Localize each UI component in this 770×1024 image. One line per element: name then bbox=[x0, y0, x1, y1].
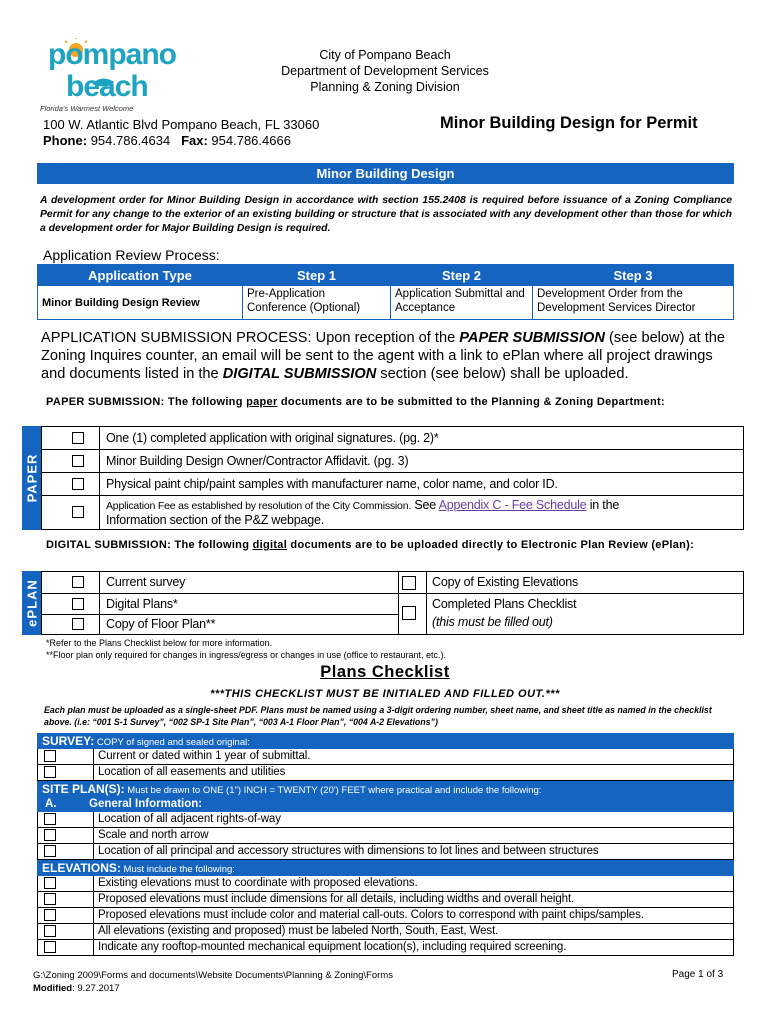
paper-item: Minor Building Design Owner/Contractor Affidavit. (pg. 3) bbox=[42, 450, 743, 473]
elevations-header: ELEVATIONS: Must include the following: bbox=[37, 860, 734, 876]
cell-step-3: Development Order from the Development Services Director bbox=[533, 286, 734, 320]
checklist-row: Location of all easements and utilities bbox=[37, 765, 734, 781]
checkbox[interactable] bbox=[44, 909, 56, 921]
checkbox[interactable] bbox=[402, 576, 416, 590]
logo-word-beach: beach bbox=[66, 70, 148, 103]
checkbox[interactable] bbox=[72, 432, 84, 444]
section-bar: Minor Building Design bbox=[37, 163, 734, 184]
checklist-row: Location of all principal and accessory structures with dimensions to lot lines and between structures bbox=[37, 844, 734, 860]
checkbox[interactable] bbox=[44, 877, 56, 889]
contact-block bbox=[43, 117, 319, 149]
form-title: Minor Building Design for Permit bbox=[440, 114, 698, 132]
modified-date: : 9.27.2017 bbox=[72, 983, 120, 994]
checkbox[interactable] bbox=[44, 893, 56, 905]
checkbox[interactable] bbox=[72, 506, 84, 518]
site-plan-group: A. General Information: bbox=[37, 797, 734, 812]
address: 100 W. Atlantic Blvd Pompano Beach, FL 33060 bbox=[43, 117, 320, 132]
checkbox[interactable] bbox=[44, 813, 56, 825]
phone-number: 954.786.4634 bbox=[90, 133, 171, 148]
paper-keyword: PAPER SUBMISSION bbox=[459, 330, 605, 346]
checklist-row: Existing elevations must to coordinate with proposed elevations. bbox=[37, 876, 734, 892]
checklist-row: Current or dated within 1 year of submittal. bbox=[37, 749, 734, 765]
checklist-row: Indicate any rooftop-mounted mechanical equipment location(s), including required screening. bbox=[37, 940, 734, 956]
checkbox[interactable] bbox=[72, 576, 84, 588]
checkbox[interactable] bbox=[44, 750, 56, 762]
fax-number: 954.786.4666 bbox=[211, 133, 291, 148]
division-name: Planning & Zoning Division bbox=[310, 80, 460, 94]
page-number: Page 1 of 3 bbox=[672, 969, 724, 980]
eplan-item: Copy of Floor Plan** bbox=[42, 615, 398, 635]
checklist-row: Scale and north arrow bbox=[37, 828, 734, 844]
submission-lead: APPLICATION SUBMISSION PROCESS: bbox=[41, 330, 312, 346]
checklist-row: Location of all adjacent rights-of-way bbox=[37, 812, 734, 828]
intro-paragraph: A development order for Minor Building Design in accordance with section 155.2408 is required before issuance of a Zoning Compliance Permit for any change to the exterior of an existing building or structure that is associated with any development other than those for which a development order for Major Building Design is required. bbox=[40, 195, 732, 234]
eplan-item: Current survey bbox=[42, 572, 398, 594]
phone-label: Phone: bbox=[43, 133, 88, 148]
footer-file-path: G:\Zoning 2009\Forms and documents\Website Documents\Planning & Zoning\Forms Modified: 9.27.2017 bbox=[33, 970, 393, 994]
checklist-row: All elevations (existing and proposed) must be labeled North, South, East, West. bbox=[37, 924, 734, 940]
checkbox[interactable] bbox=[44, 766, 56, 778]
eplan-item: Completed Plans Checklist (this must be filled out) bbox=[398, 594, 743, 635]
footnotes: *Refer to the Plans Checklist below for more information. **Floor plan only required for changes in ingress/egress or changes in use (office to restaurant, etc.). bbox=[46, 638, 447, 660]
paper-submission-note: PAPER SUBMISSION: The following paper documents are to be submitted to the Planning & Zoning Department: bbox=[46, 396, 665, 408]
paper-item-fee: Application Fee as established by resolution of the City Commission. See Appendix C - Fee Schedule in the Information section of the P&Z webpage. bbox=[42, 496, 743, 530]
checkbox[interactable] bbox=[72, 478, 84, 490]
plans-checklist-note: Each plan must be uploaded as a single-sheet PDF. Plans must be named using a 3-digit ordering number, sheet name, and sheet title as named in the checklist above. (i.e: “001 S-1 Survey”, “002 SP-1 Site Plan”, “003 A-1 Floor Plan”, “004 A-2 Elevations”) bbox=[44, 705, 712, 727]
checkbox[interactable] bbox=[72, 618, 84, 630]
plans-checklist-subtitle: ***THIS CHECKLIST MUST BE INITIALED AND FILLED OUT.*** bbox=[210, 688, 560, 700]
department-header bbox=[230, 47, 540, 95]
cell-step-2: Application Submittal and Acceptance bbox=[391, 286, 533, 320]
checklist-row: Proposed elevations must include dimensions for all details, including widths and overall height. bbox=[37, 892, 734, 908]
paper-item: One (1) completed application with original signatures. (pg. 2)* bbox=[42, 427, 743, 450]
eplan-checklist bbox=[41, 571, 744, 635]
modified-label: Modified bbox=[33, 983, 73, 994]
review-process-title: Application Review Process: bbox=[43, 247, 220, 263]
logo-tagline: Florida's Warmest Welcome bbox=[40, 104, 134, 113]
checkbox[interactable] bbox=[72, 598, 84, 610]
cell-application-type: Minor Building Design Review bbox=[38, 286, 243, 320]
plans-checklist-table bbox=[37, 733, 734, 956]
col-step-2: Step 2 bbox=[391, 265, 533, 286]
checkbox[interactable] bbox=[44, 829, 56, 841]
eplan-item: Copy of Existing Elevations bbox=[398, 572, 743, 594]
review-process-table bbox=[37, 264, 734, 320]
checkbox[interactable] bbox=[72, 455, 84, 467]
cell-step-1: Pre-Application Conference (Optional) bbox=[243, 286, 391, 320]
checkbox[interactable] bbox=[402, 606, 416, 620]
digital-submission-note: DIGITAL SUBMISSION: The following digital documents are to be uploaded directly to Electronic Plan Review (ePlan): bbox=[46, 539, 695, 551]
col-step-1: Step 1 bbox=[243, 265, 391, 286]
col-step-3: Step 3 bbox=[533, 265, 734, 286]
paper-side-label: PAPER bbox=[22, 426, 41, 530]
checkbox[interactable] bbox=[44, 925, 56, 937]
logo-word-pompano: pompano bbox=[48, 38, 176, 71]
eplan-item: Digital Plans* bbox=[42, 594, 398, 615]
digital-keyword: DIGITAL SUBMISSION bbox=[222, 366, 377, 382]
site-plan-header: SITE PLAN(S): Must be drawn to ONE (1") INCH = TWENTY (20') FEET where practical and include the following: bbox=[37, 781, 734, 797]
col-application-type: Application Type bbox=[38, 265, 243, 286]
city-name: City of Pompano Beach bbox=[319, 48, 451, 62]
eplan-side-label: ePLAN bbox=[22, 571, 41, 635]
fax-label: Fax: bbox=[181, 133, 208, 148]
checkbox[interactable] bbox=[44, 845, 56, 857]
paper-checklist bbox=[41, 426, 744, 530]
survey-header: SURVEY: COPY of signed and sealed original: bbox=[37, 733, 734, 749]
department-name: Department of Development Services bbox=[281, 64, 489, 78]
submission-process-paragraph: APPLICATION SUBMISSION PROCESS: Upon reception of the PAPER SUBMISSION (see below) at the Zoning Inquires counter, an email will be sent to the agent with a link to ePlan where all project drawings and documents listed in the DIGITAL SUBMISSION section (see below) shall be uploaded. bbox=[41, 330, 726, 382]
fee-schedule-link[interactable]: Appendix C - Fee Schedule bbox=[438, 498, 587, 512]
checklist-row: Proposed elevations must include color and material call-outs. Colors to correspond with paint chips/samples. bbox=[37, 908, 734, 924]
city-logo bbox=[38, 38, 176, 113]
paper-item: Physical paint chip/paint samples with manufacturer name, color name, and color ID. bbox=[42, 473, 743, 496]
plans-checklist-title: Plans Checklist bbox=[320, 663, 450, 681]
checkbox[interactable] bbox=[44, 941, 56, 953]
